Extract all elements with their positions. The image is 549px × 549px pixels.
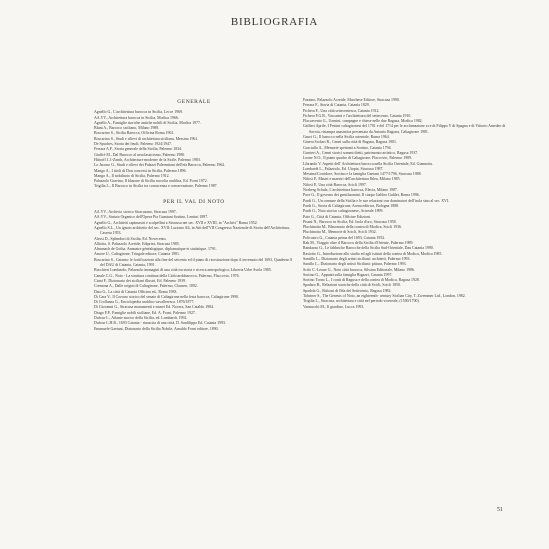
bibliography-entry: Spadola G., Balconi di Ibla del Settecento, Ragusa 1982.	[303, 288, 392, 293]
bibliography-entry: AA.VV., Architettura barocca in Sicilia, Modica 1966.	[94, 115, 179, 120]
bibliography-entry: Alessi D., Splendori di Sicilia, Ed. Novecento.	[94, 236, 167, 241]
bibliography-entry: Emanuele Gaetani, Dizionario della Sicilia Nobile, Arnaldo Forni editore, 1890.	[94, 326, 219, 331]
bibliography-entry: Gurrieri A., Cenni storici sommi dietti, patrimonio artistico, Ragusa 1937.	[303, 150, 419, 155]
bibliography-entry: Drago F.P., Famiglie nobili siciliane, Ed. A. Forni, Palermo 1927.	[94, 310, 196, 315]
bibliography-entry: Fichera F.G.B., Vaccarini e l'architettura del settecento, Catania 1910.	[303, 113, 412, 118]
bibliography-entry: De Spuches, Storia dei feudi, Palermo 1924/1947.	[94, 142, 172, 147]
bibliography-entry: Agnello G., L'architettura barocca in Sicilia, Lecce 1969.	[94, 110, 183, 115]
page-title: BIBLIOGRAFIA	[230, 16, 319, 28]
bibliography-entry: Nifosì P., Mastri e maestri dell'architettura Iblea, Milano 1985.	[303, 177, 401, 182]
bibliography-right-column	[303, 98, 508, 310]
bibliography-entry: Trigilia L., Siracusa, architettura e città nel periodo vicereale, (1500/1700).	[303, 299, 420, 304]
bibliography-entry: Mango A., I titoli di Don concessi in Sicilia, Palermo 1896.	[94, 168, 187, 173]
bibliography-entry: Giuera Scolari R., Cenni sulla città di Ragusa, Ragusa 1901.	[303, 140, 397, 145]
bibliography-entry: Agnello S.L., Un ignoto architetto del sec. XVII: Luciano Ali, in Atti dell'VII Congresso Nazionale di Storia dell'Architettura, Caserta 1953.	[94, 225, 290, 236]
bibliography-entry: Dufour L., Atlante storico della Sicilia, ed. Lombardi, 1992.	[94, 315, 188, 320]
bibliography-entry: Agnello A., Famiglie storiche antiche nobili di Sicilia, Modica 1977.	[94, 120, 201, 125]
bibliography-entry: Pluchinotta M., Memorie di Scicli, Scicli 1932.	[303, 230, 377, 235]
bibliography-entry: Flaccavento G., Uomini, campagne e chiese nelle due Ragusa, Modica 1982.	[303, 119, 423, 124]
bibliography-entry: Sarullo L., Dizionario degli artisti Siciliani: pittura, Palermo 1993.	[303, 262, 407, 267]
section-heading-val-di-noto: PER IL VAL DI NOTO	[163, 198, 225, 205]
bibliography-entry: Boscarino S., Catania: le fortificazioni alla fine del seicento ed il piano di ricostruzione dopo il terremoto del 1693, Quaderno 8 del DAU di Catania, Catania, 1991.	[94, 257, 293, 268]
bibliography-entry: Ferrara F., Storia di Catania, Catania 1829.	[303, 103, 370, 108]
bibliography-entry: Gurciullo A., Memorie spettanti a Sortino, Catania 1794.	[303, 145, 392, 150]
bibliography-entry: Cremona A., Dalle origini di Caltagirone, Palermo, Clausen, 1892.	[94, 284, 198, 289]
bibliography-entry: Boscarino S., Studi e rilievi di architettura siciliana, Messina 1961.	[94, 136, 199, 141]
bibliography-entry: Boscarino S., Sicilia Barocca, Officina Roma 1961.	[94, 131, 175, 136]
bibliography-entry: Gauci G., Il barocco nella Sicilia orientale, Roma 1964.	[303, 135, 390, 140]
bibliography-entry: Santillo L., Dizionario degli artisti siciliani: architetti, Palermo 1993.	[303, 256, 411, 261]
bibliography-entry: Sortino Trono L., I conti di Ragusa e della contea di Modica, Ragusa 1928.	[303, 278, 420, 283]
bibliography-entry: Bucchieri Lombardo, Palazzolo immagini di una città tra storia e ricerca antropologica, Libreria Urbe Avola 1985.	[94, 268, 272, 273]
bibliography-entry: Lombardi L., Palazzolo, Ed. Utopia, Siracusa 1987.	[303, 166, 384, 171]
bibliography-entry: Fazzino, Palazzolo Acreide, Marchese Editore, Siracusa 1990.	[303, 98, 400, 102]
bibliography-entry: Leone N.O., Il piano quadro di Caltagirone, Flaccovio, Palermo 1989.	[303, 156, 413, 161]
page-number: 51	[497, 507, 503, 513]
bibliography-entry: Gallieri Aprile, I Festini caltagironesi del 1701 e del 1714 per le acclamazione a re di Filippo V di Spagna e di Vittorio Amedeo di Savoia, ristampa anastatica presentata da Antonio Ragona, Caltagirone 1981.	[303, 124, 506, 134]
bibliography-entry: Fichera F., Una città settecentesca, Catania 1912.	[303, 108, 380, 113]
bibliography-entry: Messina/Corridore, Sortino e la famiglia Gaetani 1477/1796, Siracusa 1988.	[303, 172, 422, 177]
bibliography-entry: Di Giovanni G., Siracusa monumenti e musei Ed. Nocera, San Cataldo 1984.	[94, 305, 214, 310]
bibliography-entry: Pisani N., Barocco in Sicilia, Ed. Isola d'oro, Siracusa 1958.	[303, 219, 397, 224]
bibliography-entry: Pace G., Il governo dei gentiluomini, Il ciarpo Galileo Galilei, Roma 1996.	[303, 193, 420, 198]
bibliography-entry: Blunt A., Barocco siciliano, Milano 1988.	[94, 126, 160, 131]
bibliography-entry: Sortino G., Appunti sulla famiglia Bigazzi, Catania 1997.	[303, 272, 393, 277]
bibliography-entry: Giuffrè M., Dal Barocco al neoclassicismo, Palermo 1980.	[94, 152, 186, 157]
bibliography-entry: Trigilia L., Il Barocco in Sicilia tra conoscenza e conservazione, Palermo 1987.	[94, 184, 218, 189]
bibliography-entry: Rak M., Viaggio oltre il Barocco della Sicilia d'Oriente, Palermo 1989.	[303, 241, 414, 246]
bibliography-entry: Lo Jacono G., Studi e rilievi dei Palazzi Palermitani dell'età Barocca, Palermo 1962.	[94, 163, 226, 168]
bibliography-entry: Mango A., Il nobiliario di Sicilia, Palermo 1912.	[94, 173, 170, 178]
bibliography-entry: Ciuni F., Dizionario dei siciliani illustri, Ed. Palermo 1939.	[94, 278, 187, 283]
bibliography-entry: Nifosì P., Una città Barocca, Scicli 1997.	[303, 182, 367, 187]
bibliography-entry: Policastro G., Catania prima del 1693, Catania 1952.	[303, 235, 386, 240]
bibliography-entry: Scifo C.-Leone G., Noto città barocca, Silvana Editoriale, Milano 1986.	[303, 267, 415, 272]
bibliography-entry: Hittorff J.J.-Zanth, Architecture moderne de la Sicile, Palermo 1983.	[94, 157, 201, 162]
bibliography-entry: Spadaro B., Relazioni storiche della città di Scicli, Scicli 1850.	[303, 283, 401, 288]
bibliography-entry: Norberg Schulz, L'architettura barocca, Electa, Milano 1987.	[303, 188, 398, 193]
bibliography-entry: Vannucchi M., Il giardino, Lucca 1993.	[303, 304, 365, 309]
bibliography-entry: Pardi G., Storia di Caltagirone, Arena editrice, Bologna 1888.	[303, 203, 400, 208]
bibliography-entry: Dufour L.H.R., 1693 Catania - rinascita di una città, D. Sanfilippo Ed. Catania 1993.	[94, 321, 226, 326]
bibliography-entry: Pato G., Città di Catania, Officine Edizioni.	[303, 214, 372, 219]
bibliography-entry: Amore U., Caltagirone, Tringale editore, Catania 1981.	[94, 252, 180, 257]
section-list-val-di-noto	[94, 210, 294, 332]
bibliography-entry: Rasiotto G., Introduzione allo studio ed agli istituti della contea di Modica, Modica 1985.	[303, 251, 443, 256]
bibliography-entry: Canale C.G., Noto - La struttura continua della Città tardobarocca, Palermo, Flaccovio, 1976.	[94, 273, 240, 278]
bibliography-left-column	[94, 100, 294, 332]
bibliography-entry: Pardi G., Un comune della Sicilia e le sue relazioni con dominatori dell'isola sino al sec. XVI.	[303, 198, 450, 203]
bibliography-entry: Pardi G., Noto storico caltagironese, Acireale 1899.	[303, 209, 384, 214]
bibliography-entry: Ferrara A.F., Storia generale della Sicilia, Palermo 1834.	[94, 147, 183, 152]
bibliography-entry: Tobriner S., The Genesis of Noto, an eighteenth- century Sicilian City, T. Zwemmer Ltd., London, 1982.	[303, 293, 466, 298]
bibliography-entry: Randazzo G., Le fabbriche Barocche della Sicilia Sud-Orientale, Dau Catania 1990.	[303, 246, 434, 251]
section-list-generale	[94, 110, 294, 189]
bibliography-entry: Palazzolo Gravina, Il blasone di Sicilia raccolta araldica, Ed. Forni 1972.	[94, 179, 208, 184]
bibliography-entry: Agnello G., Architetti capimastri e scalpellini a Siracusa nei sec. XVII e XVIII, in "Archivi" Roma 1952.	[94, 220, 258, 225]
bibliography-entry: Alliotta, S. Palazzolo Acreide, Ediprint, Siracusa 1985.	[94, 241, 180, 246]
bibliography-entry: Di Cara V., Il Corsaro storico del senato di Caltagirone nella festa barocca, Caltagirone 1990.	[94, 294, 240, 299]
bibliography-entry: Di Crollanza G., Enciclopedia araldico-cavalleresca. 1876/1877.	[94, 300, 195, 305]
bibliography-entry: Dato G., La città di Catania Officina ed., Roma 1983.	[94, 289, 178, 294]
bibliography-entry: AA.VV., Archivio storico Siracusano, Siracusa 1997.	[94, 210, 177, 215]
bibliography-entry: Librando V. Aspetti dell' Architettura barocca nella Sicilia Orientale, Ed. Giannotta.	[303, 161, 433, 166]
bibliography-entry: Almanach de Gotha, Annuaire généalogique, diplomatique et statistique, 1791.	[94, 247, 217, 252]
bibliography-entry: AA.VV., Statuto Organico dell'Opera Pia Guastani Sortino, Lentini 1897.	[94, 215, 209, 220]
section-heading-generale: GENERALE	[177, 99, 211, 105]
bibliography-entry: Pluchinotta M., Blasonario della contea di Modica, Scicli 1936.	[303, 225, 402, 230]
